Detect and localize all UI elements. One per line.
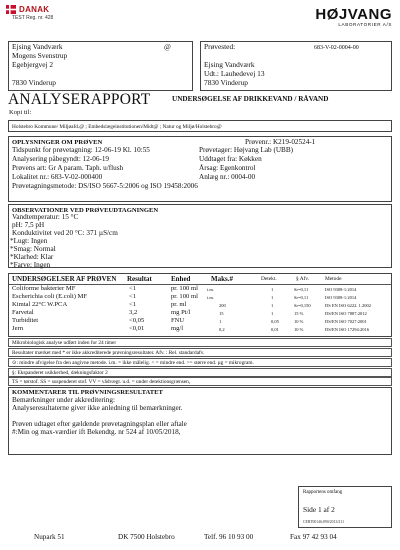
danak-registration: TEST Reg. nr. 428 (12, 15, 54, 21)
row-deviation: 10 % (294, 319, 304, 324)
customer-line-3: Egebjergvej 2 (12, 60, 54, 69)
row-test: Escherichia coli (E.coli) MF (12, 293, 88, 300)
row-test: Farvetal (12, 309, 34, 316)
row-method: ISO 9308-1:2014 (325, 287, 357, 292)
page-footer (0, 533, 400, 545)
row-deviation: Sr=0,11 (294, 295, 309, 300)
comments-line-4: Prøven udtaget efter gældende prøvetagningsplan eller aftale (12, 420, 187, 428)
sample-site-label: Prøvested: (204, 42, 236, 51)
report-title: ANALYSERAPPORT (8, 91, 151, 108)
col-header-unit: Enhed (171, 275, 191, 283)
footer-fax: Fax 97 42 93 04 (290, 533, 337, 541)
odor: *Lugt: Ingen (10, 237, 48, 245)
page-number: Side 1 af 2 (303, 505, 335, 514)
hojvang-laboratory-logo (300, 6, 394, 30)
page-count-box (298, 486, 392, 528)
sampling-method: Prøvetagningsmetode: DS/ISO 5667-5:2006 og ISO 19458:2006 (12, 182, 198, 190)
copy-to-box (8, 120, 392, 132)
copy-to-recipients: Holstebro Kommune/ Miljøafd.@ ; Embedslægeinstitutionen/Midt@ ; Natur og Miljø/Holstebro@ (12, 124, 222, 130)
email-marker: @ (164, 42, 171, 51)
legend-box-3 (8, 368, 392, 377)
comments-line-1: Bemærkninger under akkreditering: (12, 396, 115, 404)
customer-line-5: 7830 Vinderup (12, 78, 56, 87)
row-deviation: Sr=0,150 (294, 303, 311, 308)
row-test: Kimtal 22°C W.PCA (12, 301, 68, 308)
row-detection: 0,05 (271, 319, 279, 324)
facility-number: Anlæg nr.: 0004-00 (199, 173, 256, 181)
microbiology-note-box (8, 338, 392, 347)
comments-line-5: #:Min og max-værdier ift Bekendtg. nr 524 af 10/05/2018, (12, 428, 181, 436)
row-test: Turbiditet (12, 317, 39, 324)
observations-title: OBSERVATIONER VED PRØVEUDTAGNINGEN (12, 207, 159, 214)
footer-city: DK 7500 Holstebro (118, 533, 175, 541)
footer-address: Nupark 51 (34, 533, 65, 541)
row-max: 200 (219, 303, 226, 308)
row-result: <1 (129, 285, 137, 292)
danak-accreditation-logo (6, 5, 66, 27)
sampler: Prøvetager: Højvang Lab (UBB) (199, 146, 294, 154)
legend-box-1 (8, 348, 392, 357)
footer-phone: Telf. 96 10 93 00 (204, 533, 254, 541)
legend-line-1: Resultater mærket med * er ikke akkrediterede prøvningsresultater. Afv. : Rel. standardafv. (12, 350, 205, 356)
row-max: 0,2 (219, 327, 225, 332)
danak-flag-icon (6, 5, 16, 14)
hojvang-logo-name: HØJVANG (315, 6, 392, 23)
col-header-deviation: § Afv. (296, 276, 310, 282)
color: *Farve: Ingen (10, 261, 51, 269)
sample-time: Tidspunkt for prøvetagning: 12-06-19 Kl. 10:55 (12, 146, 150, 154)
row-detection: 1 (271, 303, 274, 308)
row-max: 15 (219, 311, 224, 316)
report-scope-label: Rapportens omfang (303, 490, 343, 495)
row-deviation: Sr=0,11 (294, 287, 309, 292)
row-deviation: 10 % (294, 327, 304, 332)
taste: *Smag: Normal (10, 245, 56, 253)
row-method: DS/EN ISO 7027:2001 (325, 319, 367, 324)
col-header-max: Maks.# (211, 275, 233, 283)
results-table (8, 273, 392, 337)
clarity: *Klarhed: Klar (10, 253, 54, 261)
col-header-detection: Detekt. (261, 276, 277, 282)
row-unit: mg/l (171, 325, 184, 332)
row-detection: 1 (271, 287, 274, 292)
customer-line-1: Ejsing Vandværk (12, 42, 63, 51)
comments-title: KOMMENTARER TIL PRØVNINGSRESULTATET (12, 389, 163, 396)
col-header-test: UNDERSØGELSER AF PRØVEN (12, 275, 117, 283)
row-result: 3,2 (129, 309, 138, 316)
row-test: Coliforme bakterier MF (12, 285, 76, 292)
row-test: Jern (12, 325, 23, 332)
reason: Årsag: Egenkontrol (199, 164, 256, 172)
microbiology-note: Mikrobiologisk analyse udført inden for 24 timer (12, 340, 117, 346)
copy-to-label: Kopi til: (9, 109, 32, 116)
row-result: <1 (129, 293, 137, 300)
water-temperature: Vandtemperatur: 15 °C (12, 213, 79, 221)
taken-from: Uddtaget fra: Køkken (199, 155, 262, 163)
row-unit: pr. 100 ml (171, 285, 198, 292)
row-detection: 1 (271, 311, 274, 316)
sample-site-line-2: Udt.: Lauhedevej 13 (204, 69, 265, 78)
legend-line-3: §: Ekspanderet usikkerhed, dækningsfaktor 2 (12, 370, 108, 376)
legend-box-4 (8, 377, 392, 386)
sample-info-title: OPLYSNINGER OM PRØVEN (12, 139, 103, 146)
sample-site-line-1: Ejsing Vandværk (204, 60, 255, 69)
danak-logo-name: DANAK (19, 5, 50, 14)
analysis-start: Analysering påbegyndt: 12-06-19 (12, 155, 110, 163)
hojvang-logo-subtitle: LABORATORIER A/S (338, 22, 392, 27)
row-flag: i.m. (207, 295, 215, 300)
row-method: DS/EN ISO 7887:2012 (325, 311, 367, 316)
row-detection: 1 (271, 295, 274, 300)
customer-address-box (8, 41, 193, 91)
row-method: ISO 9308-1:2014 (325, 295, 357, 300)
sample-number: Prøvenr.: K219-02524-1 (245, 138, 316, 146)
row-method: DS/EN ISO 17294:2016 (325, 327, 370, 332)
row-detection: 0,01 (271, 327, 279, 332)
comments-box (8, 387, 392, 455)
row-unit: FNU (171, 317, 185, 324)
col-header-method: Metode (325, 276, 342, 282)
row-result: <1 (129, 301, 137, 308)
location-number: Lokalitet nr.: 683-V-02-000400 (12, 173, 103, 181)
row-result: <0,05 (129, 317, 145, 324)
row-unit: pr. ml (171, 301, 187, 308)
row-method: DS EN ISO 6222. 1.2002 (325, 303, 372, 308)
row-unit: mg Pt/l (171, 309, 191, 316)
sample-site-line-3: 7830 Vinderup (204, 78, 248, 87)
sample-type: Prøvens art: Gr A param. Taph. u/flush (12, 164, 124, 172)
legend-line-2: ⊙: mindre afvigelse fra den angivne metode. i.m. = ikke målelig. < = mindre end. >= større end. µg = mikrogram. (12, 360, 254, 366)
customer-line-2: Mogens Svenstrup (12, 51, 68, 60)
comments-line-2: Analyseresultaterne giver ikke anledning til bemærkninger. (12, 404, 183, 412)
legend-line-4: TS = tørstof. SS = suspenderet stof. VV = vådvægt. u.d. = under detektionsgrænsen, (12, 379, 191, 385)
sample-site-box (200, 41, 392, 91)
row-result: <0,01 (129, 325, 145, 332)
certificate-code: CERT00146;890/2013/211 (303, 520, 344, 524)
ph-value: pH: 7,5 pH (12, 221, 45, 229)
row-flag: i.m. (207, 287, 215, 292)
row-deviation: 15 % (294, 311, 304, 316)
sample-info-box (8, 136, 392, 202)
conductivity: Konduktivitet ved 20 °C: 371 µS/cm (12, 229, 118, 237)
row-max: 1 (219, 319, 222, 324)
legend-box-2 (8, 358, 392, 367)
col-header-result: Resultat (127, 275, 152, 283)
observations-box (8, 204, 392, 268)
row-unit: pr. 100 ml (171, 293, 198, 300)
sample-site-code: 683-V-02-0004-00 (314, 45, 359, 51)
report-subtitle: UNDERSØGELSE AF DRIKKEVAND / RÅVAND (172, 95, 329, 103)
